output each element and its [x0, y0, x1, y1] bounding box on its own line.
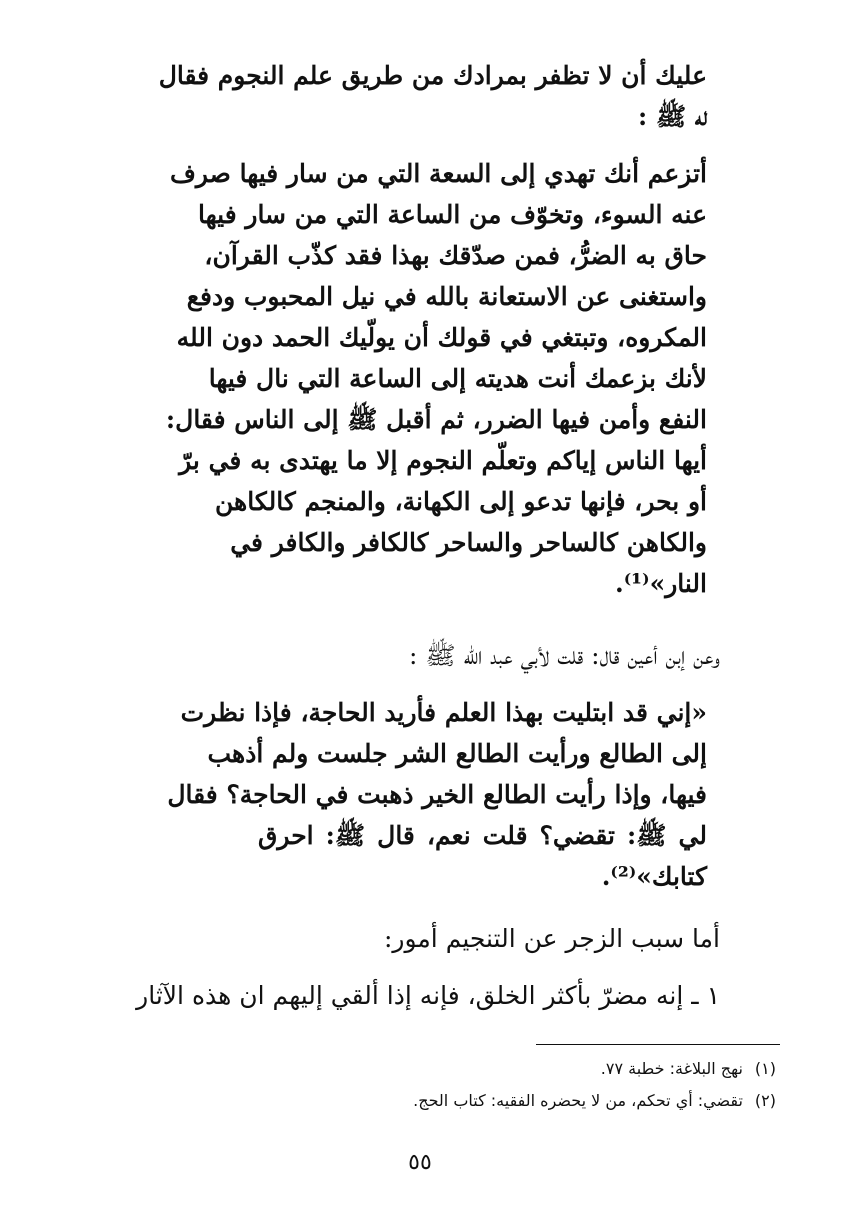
text-line: حاق به الضرُّ، فمن صدّقك بهذا فقد كذّب القرآن، [204, 241, 707, 270]
footnote-number: (٢) [754, 1091, 776, 1110]
text-line: أو بحر، فإنها تدعو إلى الكهانة، والمنجم كالكاهن [214, 487, 707, 516]
text-line: عليك أن لا تظفر بمرادك من طريق علم النجوم فقال [158, 61, 707, 90]
text-line: وعن إبن أعين قال: قلت لأبي عبد الله ﷺ : [409, 641, 720, 670]
text-line: المكروه، وتبتغي في قولك أن يولّيك الحمد دون الله [176, 323, 707, 352]
text-line: أيها الناس إياكم وتعلّم النجوم إلا ما يهتدى به في برّ [179, 446, 707, 475]
footnote-2 [300, 1087, 776, 1115]
text-line: النار»⁽¹⁾. [615, 569, 707, 598]
footnote-number: (١) [754, 1059, 776, 1078]
footnote-divider [536, 1044, 780, 1045]
text-line: واستغنى عن الاستعانة بالله في نيل المحبوب ودفع [186, 282, 707, 311]
footnote-text: نهج البلاغة: خطبة ٧٧. [600, 1059, 743, 1078]
text-line: إلى الطالع ورأيت الطالع الشر جلست ولم أذهب [207, 739, 707, 768]
text-line: له ﷺ : [638, 102, 707, 131]
text-line: فيها، وإذا رأيت الطالع الخير ذهبت في الحاجة؟ فقال [167, 780, 707, 809]
paragraph-5 [262, 918, 720, 959]
paragraph-4 [167, 692, 707, 897]
paragraph-2 [165, 153, 707, 604]
text-line: «إني قد ابتليت بهذا العلم فأريد الحاجة، فإذا نظرت [180, 698, 707, 727]
footnote-1 [300, 1055, 776, 1083]
text-line: أتزعم أنك تهدي إلى السعة التي من سار فيها صرف [169, 159, 707, 188]
paragraph-3 [262, 635, 720, 676]
page-number: ٥٥ [408, 1150, 432, 1175]
text-line: أما سبب الزجر عن التنجيم أمور: [384, 924, 720, 953]
text-line: النفع وأمن فيها الضرر، ثم أقبل ﷺ إلى الناس فقال: [165, 405, 707, 434]
text-line: لي ﷺ: تقضي؟ قلت نعم، قال ﷺ: احرق [258, 821, 707, 850]
text-line: ١ ـ إنه مضرّ بأكثر الخلق، فإنه إذا ألقي إليهم ان هذه الآثار [136, 981, 720, 1010]
paragraph-6 [136, 975, 720, 1016]
paragraph-1 [158, 55, 707, 137]
footnote-text: تقضي: أي تحكم، من لا يحضره الفقيه: كتاب الحج. [413, 1091, 743, 1110]
text-line: لأنك بزعمك أنت هديته إلى الساعة التي نال فيها [208, 364, 707, 393]
text-line: كتابك»⁽²⁾. [601, 862, 707, 891]
text-line: والكاهن كالساحر والساحر كالكافر والكافر في [230, 528, 707, 557]
text-line: عنه السوء، وتخوّف من الساعة التي من سار فيها [198, 200, 707, 229]
